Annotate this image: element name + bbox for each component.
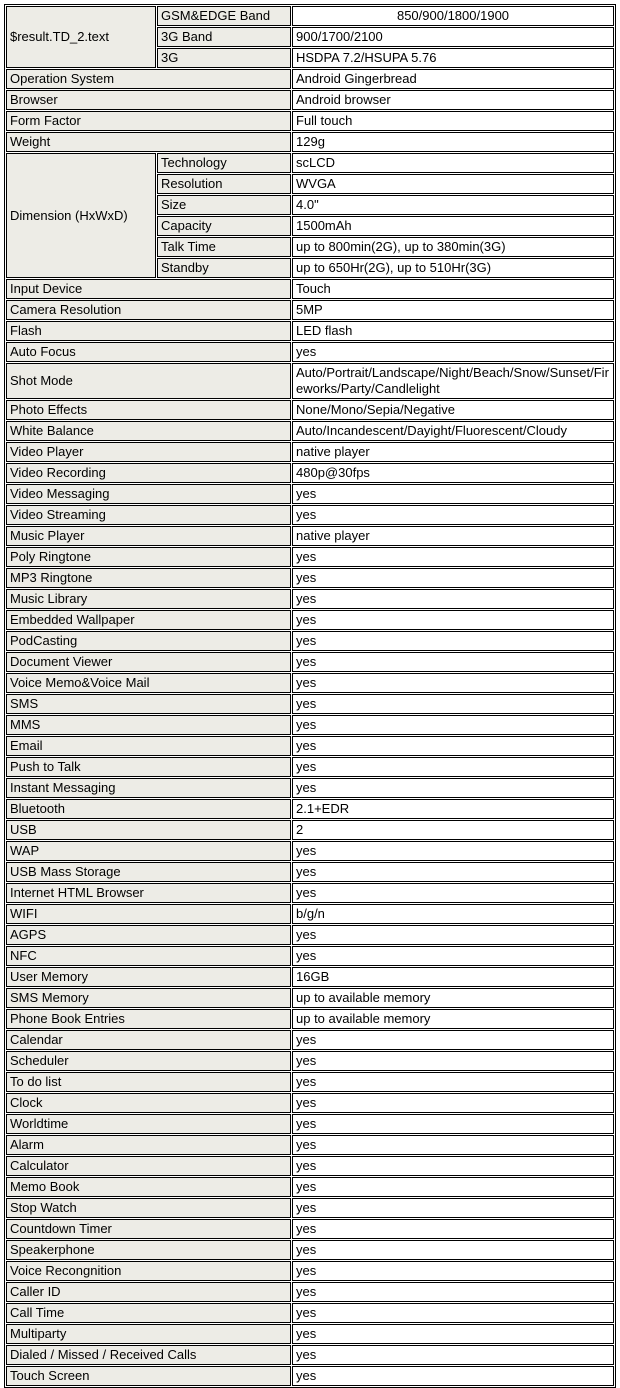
spec-value-cell: 2.1+EDR [292, 799, 614, 819]
spec-label-cell: Scheduler [6, 1051, 291, 1071]
spec-value-cell: yes [292, 1030, 614, 1050]
spec-value-cell: yes [292, 778, 614, 798]
spec-value-cell: yes [292, 1366, 614, 1386]
spec-label-cell: Music Player [6, 526, 291, 546]
spec-label-cell: PodCasting [6, 631, 291, 651]
spec-label-cell: Voice Recongnition [6, 1261, 291, 1281]
spec-value-cell: 850/900/1800/1900 [292, 6, 614, 26]
spec-value-cell: yes [292, 1240, 614, 1260]
spec-label-cell: Dialed / Missed / Received Calls [6, 1345, 291, 1365]
spec-row [6, 1366, 614, 1386]
spec-row [6, 610, 614, 630]
spec-value-cell: 5MP [292, 300, 614, 320]
spec-value-cell: 480p@30fps [292, 463, 614, 483]
spec-value-cell: yes [292, 925, 614, 945]
spec-row [6, 1282, 614, 1302]
spec-label-cell: Document Viewer [6, 652, 291, 672]
spec-row [6, 111, 614, 131]
spec-value-cell: 900/1700/2100 [292, 27, 614, 47]
spec-row [6, 820, 614, 840]
spec-label-cell: Video Messaging [6, 484, 291, 504]
spec-row [6, 6, 614, 26]
spec-value-cell: yes [292, 1135, 614, 1155]
spec-value-cell: yes [292, 631, 614, 651]
spec-row [6, 1219, 614, 1239]
spec-label-cell: Talk Time [157, 237, 291, 257]
spec-value-cell: up to available memory [292, 988, 614, 1008]
spec-label-cell: Worldtime [6, 1114, 291, 1134]
spec-label-cell: Caller ID [6, 1282, 291, 1302]
spec-value-cell: HSDPA 7.2/HSUPA 5.76 [292, 48, 614, 68]
spec-row [6, 1177, 614, 1197]
spec-row [6, 342, 614, 362]
spec-row [6, 883, 614, 903]
spec-value-cell: yes [292, 610, 614, 630]
spec-value-cell: yes [292, 589, 614, 609]
spec-label-cell: Flash [6, 321, 291, 341]
spec-value-cell: yes [292, 715, 614, 735]
spec-label-cell: Music Library [6, 589, 291, 609]
spec-row [6, 841, 614, 861]
spec-label-cell: User Memory [6, 967, 291, 987]
spec-row [6, 442, 614, 462]
spec-row [6, 505, 614, 525]
spec-row [6, 463, 614, 483]
spec-value-cell: yes [292, 547, 614, 567]
spec-label-cell: Browser [6, 90, 291, 110]
spec-value-cell: 4.0" [292, 195, 614, 215]
spec-label-cell: Technology [157, 153, 291, 173]
spec-value-cell: Android browser [292, 90, 614, 110]
spec-value-cell: LED flash [292, 321, 614, 341]
spec-value-cell: yes [292, 1261, 614, 1281]
spec-label-cell: Voice Memo&Voice Mail [6, 673, 291, 693]
spec-row [6, 132, 614, 152]
spec-row [6, 421, 614, 441]
spec-value-cell: yes [292, 1324, 614, 1344]
spec-label-cell: WIFI [6, 904, 291, 924]
spec-row [6, 153, 614, 173]
spec-row [6, 69, 614, 89]
spec-label-cell: SMS Memory [6, 988, 291, 1008]
spec-row [6, 1135, 614, 1155]
spec-value-cell: Full touch [292, 111, 614, 131]
spec-value-cell: yes [292, 1219, 614, 1239]
spec-row [6, 300, 614, 320]
spec-row [6, 736, 614, 756]
spec-label-cell: Countdown Timer [6, 1219, 291, 1239]
spec-row [6, 631, 614, 651]
spec-label-cell: Touch Screen [6, 1366, 291, 1386]
spec-label-cell: Camera Resolution [6, 300, 291, 320]
spec-value-cell: yes [292, 652, 614, 672]
spec-row [6, 400, 614, 420]
spec-label-cell: Video Player [6, 442, 291, 462]
spec-label-cell: AGPS [6, 925, 291, 945]
spec-row [6, 1240, 614, 1260]
spec-value-cell: Android Gingerbread [292, 69, 614, 89]
spec-value-cell: yes [292, 484, 614, 504]
spec-row [6, 715, 614, 735]
spec-row [6, 673, 614, 693]
spec-row [6, 988, 614, 1008]
spec-label-cell: Calculator [6, 1156, 291, 1176]
spec-value-cell: 129g [292, 132, 614, 152]
spec-label-cell: GSM&EDGE Band [157, 6, 291, 26]
spec-value-cell: up to 800min(2G), up to 380min(3G) [292, 237, 614, 257]
spec-row [6, 321, 614, 341]
spec-label-cell: Clock [6, 1093, 291, 1113]
spec-label-cell: Calendar [6, 1030, 291, 1050]
spec-label-cell: Capacity [157, 216, 291, 236]
spec-label-cell: White Balance [6, 421, 291, 441]
spec-row [6, 1198, 614, 1218]
spec-label-cell: Push to Talk [6, 757, 291, 777]
spec-row [6, 279, 614, 299]
spec-value-cell: yes [292, 1198, 614, 1218]
spec-value-cell: scLCD [292, 153, 614, 173]
spec-label-cell: MMS [6, 715, 291, 735]
spec-row [6, 363, 614, 399]
spec-value-cell: b/g/n [292, 904, 614, 924]
spec-label-cell: Video Streaming [6, 505, 291, 525]
spec-value-cell: yes [292, 694, 614, 714]
spec-label-cell: Embedded Wallpaper [6, 610, 291, 630]
group-label-cell: $result.TD_2.text [6, 6, 156, 68]
spec-label-cell: Alarm [6, 1135, 291, 1155]
spec-value-cell: yes [292, 946, 614, 966]
spec-row [6, 946, 614, 966]
spec-value-cell: yes [292, 673, 614, 693]
spec-label-cell: Video Recording [6, 463, 291, 483]
spec-value-cell: native player [292, 442, 614, 462]
spec-label-cell: Auto Focus [6, 342, 291, 362]
spec-row [6, 778, 614, 798]
spec-row [6, 694, 614, 714]
spec-label-cell: Standby [157, 258, 291, 278]
spec-label-cell: Form Factor [6, 111, 291, 131]
spec-label-cell: USB Mass Storage [6, 862, 291, 882]
spec-row [6, 925, 614, 945]
spec-label-cell: SMS [6, 694, 291, 714]
spec-value-cell: WVGA [292, 174, 614, 194]
spec-label-cell: Shot Mode [6, 363, 291, 399]
spec-row [6, 1303, 614, 1323]
spec-label-cell: Phone Book Entries [6, 1009, 291, 1029]
spec-label-cell: Photo Effects [6, 400, 291, 420]
spec-label-cell: NFC [6, 946, 291, 966]
spec-row [6, 799, 614, 819]
spec-row [6, 967, 614, 987]
spec-value-cell: yes [292, 862, 614, 882]
spec-value-cell: yes [292, 342, 614, 362]
spec-value-cell: 16GB [292, 967, 614, 987]
spec-row [6, 652, 614, 672]
spec-label-cell: Instant Messaging [6, 778, 291, 798]
spec-row [6, 484, 614, 504]
spec-value-cell: yes [292, 1282, 614, 1302]
spec-value-cell: 2 [292, 820, 614, 840]
spec-row [6, 90, 614, 110]
spec-label-cell: 3G [157, 48, 291, 68]
spec-value-cell: yes [292, 841, 614, 861]
spec-label-cell: 3G Band [157, 27, 291, 47]
spec-value-cell: native player [292, 526, 614, 546]
spec-label-cell: Resolution [157, 174, 291, 194]
phone-spec-table [4, 4, 616, 1388]
spec-row [6, 1009, 614, 1029]
spec-row [6, 904, 614, 924]
spec-row [6, 1345, 614, 1365]
spec-row [6, 526, 614, 546]
group-label-cell: Dimension (HxWxD) [6, 153, 156, 278]
spec-label-cell: Speakerphone [6, 1240, 291, 1260]
spec-value-cell: 1500mAh [292, 216, 614, 236]
spec-label-cell: Email [6, 736, 291, 756]
spec-label-cell: MP3 Ringtone [6, 568, 291, 588]
spec-value-cell: yes [292, 505, 614, 525]
spec-value-cell: Touch [292, 279, 614, 299]
spec-row [6, 862, 614, 882]
spec-value-cell: yes [292, 736, 614, 756]
spec-label-cell: To do list [6, 1072, 291, 1092]
spec-label-cell: Size [157, 195, 291, 215]
spec-row [6, 589, 614, 609]
spec-row [6, 1051, 614, 1071]
spec-value-cell: Auto/Incandescent/Dayight/Fluorescent/Cloudy [292, 421, 614, 441]
spec-value-cell: up to available memory [292, 1009, 614, 1029]
spec-value-cell: yes [292, 1303, 614, 1323]
spec-label-cell: WAP [6, 841, 291, 861]
spec-label-cell: Weight [6, 132, 291, 152]
spec-row [6, 757, 614, 777]
spec-value-cell: yes [292, 757, 614, 777]
spec-row [6, 1072, 614, 1092]
spec-row [6, 1324, 614, 1344]
spec-value-cell: yes [292, 1051, 614, 1071]
spec-row [6, 547, 614, 567]
spec-label-cell: Multiparty [6, 1324, 291, 1344]
spec-label-cell: Call Time [6, 1303, 291, 1323]
spec-row [6, 1261, 614, 1281]
spec-value-cell: yes [292, 1156, 614, 1176]
spec-value-cell: yes [292, 1114, 614, 1134]
spec-value-cell: yes [292, 568, 614, 588]
spec-row [6, 1093, 614, 1113]
spec-row [6, 1030, 614, 1050]
spec-value-cell: yes [292, 1345, 614, 1365]
spec-row [6, 1114, 614, 1134]
spec-row [6, 568, 614, 588]
spec-value-cell: yes [292, 1072, 614, 1092]
spec-label-cell: Internet HTML Browser [6, 883, 291, 903]
spec-value-cell: Auto/Portrait/Landscape/Night/Beach/Snow/Sunset/Fireworks/Party/Candlelight [292, 363, 614, 399]
spec-label-cell: Bluetooth [6, 799, 291, 819]
spec-value-cell: up to 650Hr(2G), up to 510Hr(3G) [292, 258, 614, 278]
spec-label-cell: Input Device [6, 279, 291, 299]
spec-value-cell: None/Mono/Sepia/Negative [292, 400, 614, 420]
spec-table-body [6, 6, 614, 1386]
spec-value-cell: yes [292, 1093, 614, 1113]
spec-label-cell: Stop Watch [6, 1198, 291, 1218]
spec-label-cell: Operation System [6, 69, 291, 89]
spec-label-cell: Poly Ringtone [6, 547, 291, 567]
spec-value-cell: yes [292, 883, 614, 903]
spec-label-cell: USB [6, 820, 291, 840]
spec-label-cell: Memo Book [6, 1177, 291, 1197]
spec-value-cell: yes [292, 1177, 614, 1197]
spec-row [6, 1156, 614, 1176]
